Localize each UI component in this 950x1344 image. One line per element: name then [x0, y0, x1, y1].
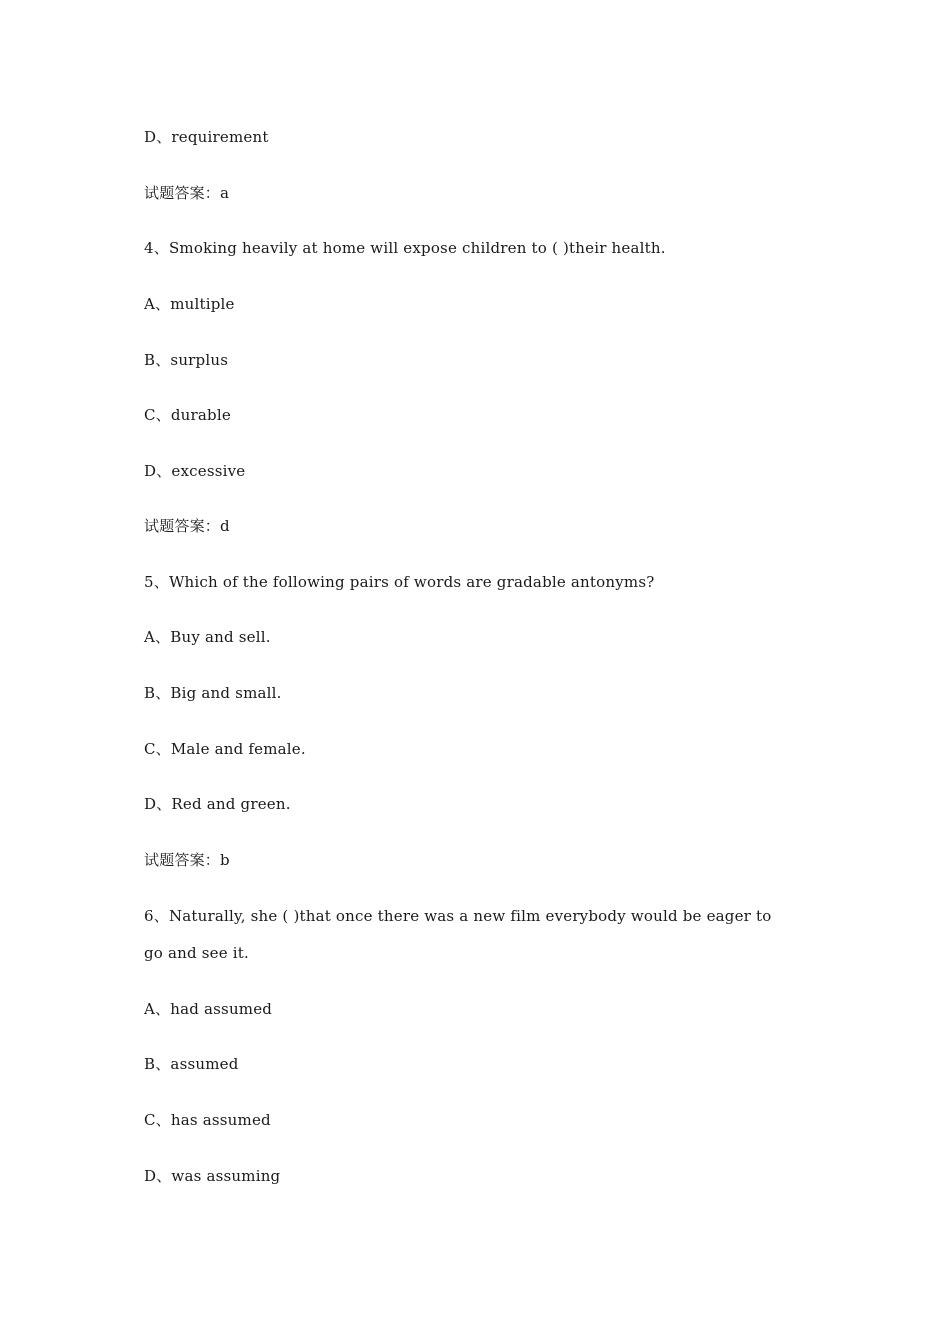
q5-answer: 试题答案：b [144, 851, 230, 869]
q5-option-b: B、Big and small. [144, 684, 282, 702]
q4-answer: 试题答案：d [144, 517, 230, 535]
q6-question-line-1: 6、Naturally, she ( )that once there was a new film everybody would be eager to [144, 907, 772, 925]
q5-question: 5、Which of the following pairs of words are gradable antonyms? [144, 573, 655, 591]
q3-answer: 试题答案：a [144, 184, 230, 202]
q3-option-d: D、requirement [144, 128, 269, 146]
q5-option-a: A、Buy and sell. [144, 628, 271, 646]
q6-option-c: C、has assumed [144, 1111, 271, 1129]
q6-option-b: B、assumed [144, 1055, 239, 1073]
q6-question-line-2: go and see it. [144, 944, 249, 962]
q6-option-d: D、was assuming [144, 1167, 281, 1185]
q4-option-b: B、surplus [144, 351, 229, 369]
q4-option-a: A、multiple [144, 295, 235, 313]
q5-option-d: D、Red and green. [144, 795, 291, 813]
q4-option-c: C、durable [144, 406, 231, 424]
q4-question: 4、Smoking heavily at home will expose children to ( )their health. [144, 239, 666, 257]
q5-option-c: C、Male and female. [144, 740, 306, 758]
q6-option-a: A、had assumed [144, 1000, 273, 1018]
q4-option-d: D、excessive [144, 462, 246, 480]
